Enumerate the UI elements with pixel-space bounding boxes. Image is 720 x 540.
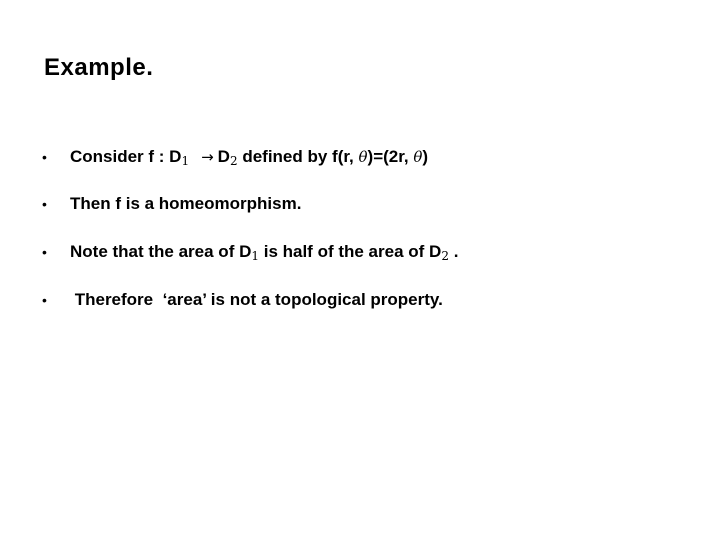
theta-symbol: θ bbox=[358, 148, 368, 166]
maps-to-arrow: → bbox=[201, 148, 214, 166]
bullet-marker: • bbox=[42, 292, 47, 308]
bullet-marker: • bbox=[42, 244, 47, 260]
subscript-2: 2 bbox=[441, 249, 449, 263]
bullet-marker: • bbox=[42, 149, 47, 165]
area-note-text-start: Note that the area of D bbox=[70, 242, 252, 261]
area-note-text-end: . bbox=[448, 242, 459, 261]
subscript-2: 2 bbox=[229, 154, 238, 168]
definition-text-end: ) bbox=[422, 147, 429, 166]
codomain-label: D bbox=[217, 147, 230, 166]
bullet-text bbox=[70, 144, 428, 171]
bullet-marker: • bbox=[42, 196, 47, 212]
bullet-text bbox=[70, 239, 458, 266]
definition-text-mid: defined by f(r, bbox=[237, 147, 359, 166]
bullet-text: Therefore ‘area’ is not a topological property. bbox=[70, 290, 443, 309]
subscript-1: 1 bbox=[251, 249, 259, 263]
domain-label: D bbox=[429, 242, 442, 261]
theta-symbol: θ bbox=[413, 148, 423, 166]
area-note-text-mid: is half of the area of bbox=[259, 242, 430, 261]
bullet-text: Then f is a homeomorphism. bbox=[70, 194, 302, 213]
subscript-1: 1 bbox=[181, 154, 190, 168]
definition-text-formula: )=(2r, bbox=[367, 147, 414, 166]
slide-title: Example. bbox=[44, 54, 154, 81]
definition-text-start: Consider f : D bbox=[70, 147, 182, 166]
